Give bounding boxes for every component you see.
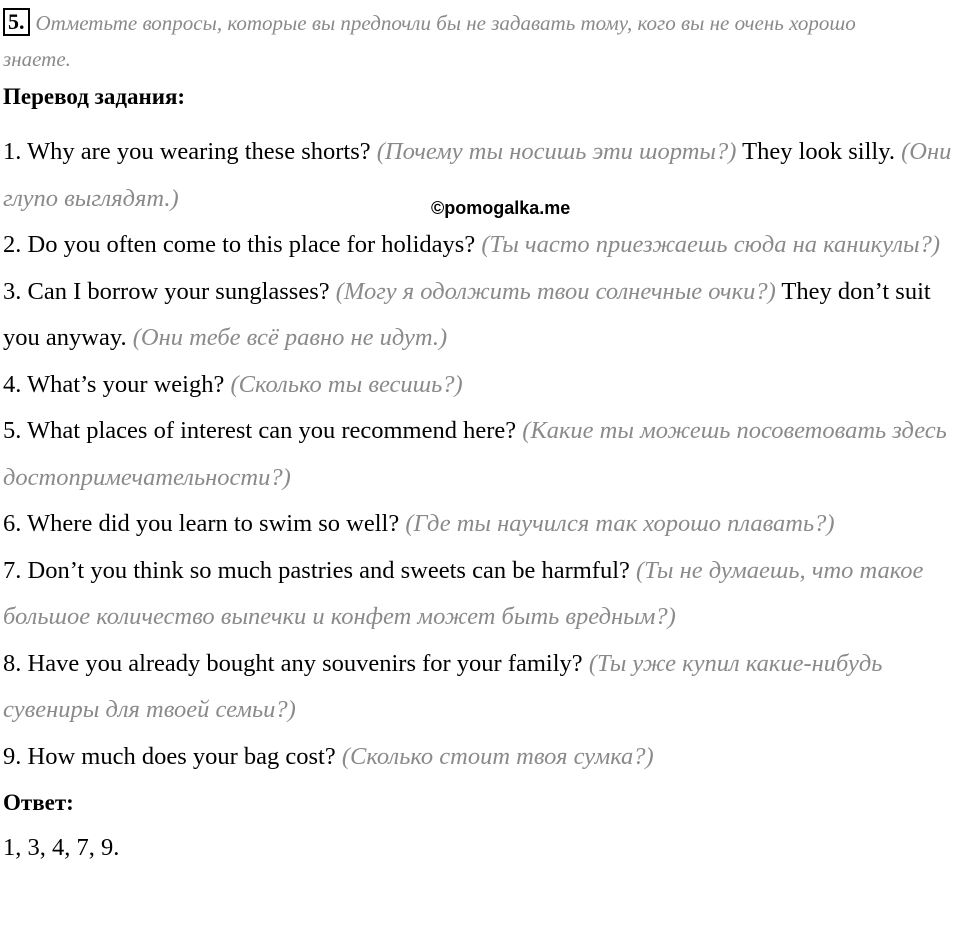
question-en: 8. Have you already bought any souvenirs for your family? — [3, 649, 589, 677]
answer-value: 1, 3, 4, 7, 9. — [3, 834, 120, 861]
task-header — [3, 0, 957, 77]
question-ru: (Ты часто приезжаешь сюда на каникулы?) — [481, 231, 941, 258]
watermark: ©pomogalka.me — [431, 198, 571, 218]
document-page — [3, 0, 957, 870]
question-ru: (Сколько стоит твоя сумка?) — [341, 742, 654, 770]
question-en: 5. What places of interest can you recommend here? — [3, 417, 523, 444]
list-item — [3, 362, 957, 409]
question-en: 9. How much does your bag cost? — [3, 742, 342, 770]
translation-title: Перевод задания: — [3, 84, 186, 109]
question-ru: (Где ты научился так хорошо плавать?) — [405, 510, 835, 537]
question-list — [3, 129, 957, 780]
question-en: 7. Don’t you think so much pastries and sweets can be harmful? — [3, 556, 637, 584]
question-ru: (Ты уже купил какие-нибудь сувениры для твоей семьи?) — [3, 649, 883, 723]
list-item — [3, 408, 957, 501]
task-instruction: Отметьте вопросы, которые вы предпочли бы не задавать тому, кого вы не очень хорошо — [35, 11, 856, 35]
list-item — [3, 641, 957, 734]
question-en: 4. What’s your weigh? — [3, 370, 231, 398]
question-en: 2. Do you often come to this place for holidays? — [3, 231, 482, 258]
list-item — [3, 501, 957, 548]
list-item — [3, 222, 957, 269]
question-ru: (Почему ты носишь эти шорты?) — [376, 138, 737, 165]
question-ru: (Могу я одолжить твои солнечные очки?) — [335, 277, 776, 305]
answer-title: Ответ: — [3, 790, 74, 815]
question-ru: (Сколько ты весишь?) — [230, 370, 463, 398]
question-ru: (Ты не думаешь, что такое большое количество выпечки и конфет может быть вредным?) — [3, 556, 924, 630]
list-item — [3, 548, 957, 641]
question-ru: (Какие ты можешь посоветовать здесь достопримечательности?) — [3, 417, 947, 491]
question-en-continued: They look silly. — [736, 138, 902, 165]
task-instruction-continued: знаете. — [3, 47, 71, 71]
question-ru-continued: (Они глупо выглядят.) — [3, 138, 952, 212]
question-en-continued: They don’t suit you anyway. — [3, 277, 931, 351]
list-item — [3, 269, 957, 362]
question-en: 6. Where did you learn to swim so well? — [3, 510, 406, 537]
question-ru-continued: (Они тебе всё равно не идут.) — [132, 324, 448, 351]
question-en: 3. Can I borrow your sunglasses? — [3, 277, 336, 305]
task-number: 5. — [3, 8, 30, 36]
list-item — [3, 734, 957, 781]
question-en: 1. Why are you wearing these shorts? — [3, 138, 377, 165]
